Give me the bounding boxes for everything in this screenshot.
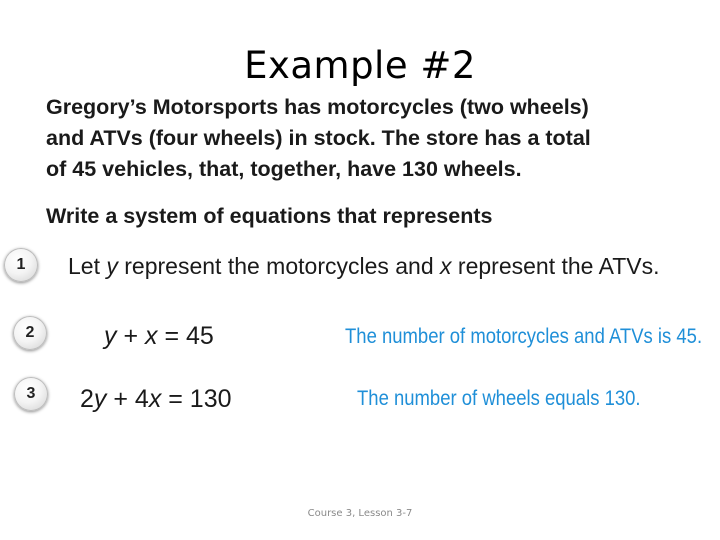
step-text-part: represent the ATVs. [451,253,660,279]
variable-x: x [145,322,158,350]
equation-part: + [116,322,145,350]
slide-footer: Course 3, Lesson 3-7 [307,508,413,519]
step-1-text [68,253,660,280]
equation-part: = 45 [157,322,214,350]
equation-2-explanation: The number of wheels equals 130. [357,387,641,410]
step-1-badge: 1 [4,248,38,282]
problem-statement [46,92,706,185]
variable-x: x [148,385,162,413]
equation-2 [80,385,232,414]
variable-y: y [106,253,118,279]
task-prompt: Write a system of equations that represents [46,204,493,228]
problem-line: Gregory’s Motorsports has motorcycles (two wheels) [46,95,589,119]
problem-line: of 45 vehicles, that, together, have 130 wheels. [46,157,522,181]
step-text-part: represent the motorcycles and [117,253,441,279]
equation-part: 2 [80,385,94,413]
equation-part: + 4 [106,385,149,413]
variable-x: x [440,253,452,279]
variable-y: y [93,385,107,413]
equation-1 [104,322,214,351]
problem-line: and ATVs (four wheels) in stock. The store has a total [46,126,591,150]
slide-title: Example #2 [244,44,476,87]
equation-part: = 130 [161,385,232,413]
step-text-part: Let [68,253,107,279]
equation-1-explanation: The number of motorcycles and ATVs is 45. [345,325,703,348]
step-2-badge: 2 [13,316,47,350]
variable-y: y [104,322,117,350]
step-3-badge: 3 [14,377,48,411]
